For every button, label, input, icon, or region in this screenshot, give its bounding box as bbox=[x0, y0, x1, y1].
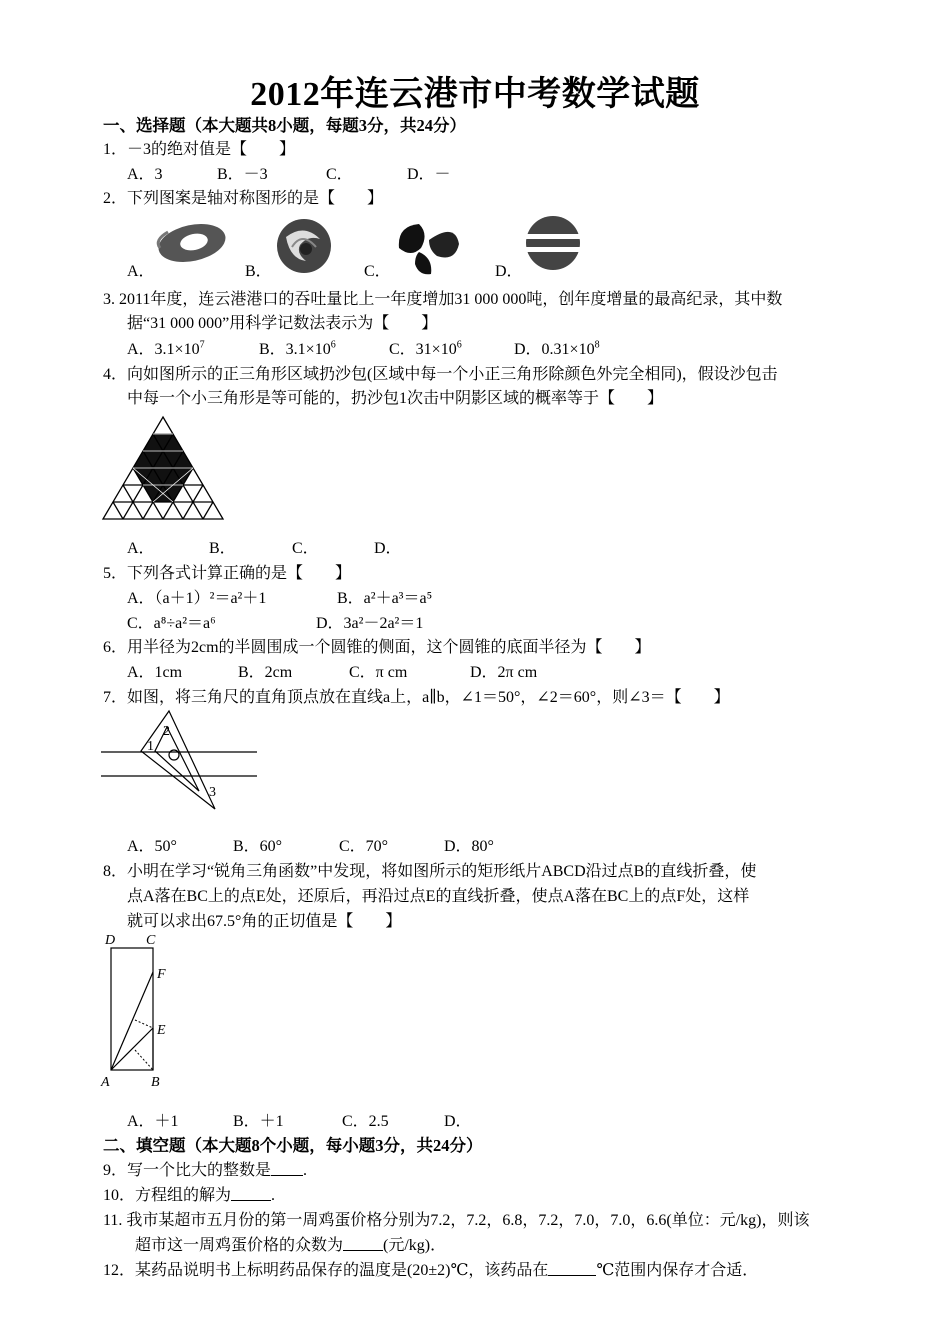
q6-stem: 6．用半径为2cm的半圆围成一个圆锥的侧面，这个圆锥的底面半径为【 】 bbox=[103, 639, 651, 656]
q5-option-b: B．a²＋a³＝a⁵ bbox=[337, 590, 433, 607]
q8-option-b: B．＋1 bbox=[233, 1113, 284, 1130]
q8-stem-line3: 就可以求出67.5°角的正切值是【 】 bbox=[127, 913, 402, 930]
q12-answer-blank bbox=[548, 1261, 596, 1276]
q4-option-b: B． bbox=[209, 540, 236, 557]
q8-stem-line2: 点A落在BC上的点E处，还原后，再沿过点E的直线折叠，使点A落在BC上的点F处，这样 bbox=[127, 888, 750, 905]
q6-option-b: B．2cm bbox=[238, 664, 293, 681]
q1-option-b: B．－3 bbox=[217, 166, 268, 183]
q12-text: 12．某药品说明书上标明药品保存的温度是(20±2)℃，该药品在 bbox=[103, 1262, 549, 1279]
q2-figure-a bbox=[150, 218, 230, 268]
q2-stem: 2．下列图案是轴对称图形的是【 】 bbox=[103, 190, 384, 207]
q2-figure-d bbox=[523, 214, 583, 272]
q3-option-a-exp: 7 bbox=[199, 339, 205, 351]
q8-option-c: C．2.5 bbox=[342, 1113, 389, 1130]
q7-option-c: C．70° bbox=[339, 838, 389, 855]
q4-triangle-figure bbox=[99, 412, 227, 522]
q3-option-d-exp: 8 bbox=[594, 339, 600, 351]
q8-label-a: A bbox=[101, 1075, 110, 1090]
q7-option-b: B．60° bbox=[233, 838, 283, 855]
q1-option-c: C． bbox=[326, 166, 353, 183]
q8-stem-line1: 8．小明在学习“锐角三角函数”中发现，将如图所示的矩形纸片ABCD沿过点B的直线折叠，使 bbox=[103, 863, 757, 880]
q4-stem-line2: 中每一个小三角形是等可能的，扔沙包1次击中阴影区域的概率等于【 】 bbox=[127, 390, 664, 407]
q3-option-d bbox=[514, 340, 600, 360]
q7-option-d: D．80° bbox=[444, 838, 494, 855]
q3-option-c-base: C．31×10 bbox=[389, 341, 457, 358]
q12-text-end: ℃范围内保存才合适． bbox=[596, 1262, 759, 1279]
q7-option-a: A．50° bbox=[127, 838, 177, 855]
q10-line bbox=[103, 1186, 275, 1206]
q1-option-d: D．－ bbox=[407, 166, 451, 183]
q3-option-a-base: A．3.1×10 bbox=[127, 341, 200, 358]
q9-period: . bbox=[303, 1162, 308, 1179]
q7-angle-3-label: 3 bbox=[209, 785, 216, 800]
q8-label-b: B bbox=[151, 1075, 160, 1090]
q3-stem-line2: 据“31 000 000”用科学记数法表示为【 】 bbox=[127, 315, 438, 332]
q2-option-a: A． bbox=[127, 263, 155, 280]
page-title: 2012年连云港市中考数学试题 bbox=[250, 76, 700, 113]
section1-heading: 一、选择题（本大题共8小题，每题3分，共24分） bbox=[103, 116, 466, 135]
q11-unit: (元/kg)． bbox=[383, 1237, 447, 1254]
q3-option-b-exp: 6 bbox=[330, 339, 336, 351]
q6-option-c: C．π cm bbox=[349, 664, 408, 681]
q4-stem-line1: 4．向如图所示的正三角形区域扔沙包(区域中每一个小正三角形除颜色外完全相同)，假设沙包击 bbox=[103, 366, 778, 383]
q11-text: 超市这一周鸡蛋价格的众数为 bbox=[135, 1237, 344, 1254]
q3-option-a bbox=[127, 340, 205, 360]
q9-line bbox=[103, 1161, 307, 1181]
q4-option-a: A． bbox=[127, 540, 155, 557]
q10-text: 10．方程组的解为 bbox=[103, 1187, 232, 1204]
q7-angle-1-label: 1 bbox=[147, 739, 154, 754]
q3-option-b-base: B．3.1×10 bbox=[259, 341, 331, 358]
q3-option-c bbox=[389, 340, 462, 360]
q3-option-b bbox=[259, 340, 336, 360]
q2-figure-b bbox=[272, 217, 336, 275]
q2-figure-c bbox=[393, 218, 463, 278]
q9-answer-blank bbox=[271, 1161, 303, 1176]
q2-option-b: B． bbox=[245, 263, 272, 280]
q1-stem: 1．－3的绝对值是【 】 bbox=[103, 141, 296, 158]
q7-figure bbox=[99, 705, 261, 817]
q5-option-c: C．a⁸÷a²＝a⁶ bbox=[127, 615, 216, 632]
q3-option-d-base: D．0.31×10 bbox=[514, 341, 595, 358]
q8-label-e: E bbox=[157, 1023, 166, 1038]
q6-option-a: A．1cm bbox=[127, 664, 183, 681]
q8-option-a: A．＋1 bbox=[127, 1113, 179, 1130]
q3-stem-line1: 3. 2011年度，连云港港口的吞吐量比上一年度增加31 000 000吨，创年度增量的最高纪录，其中数 bbox=[103, 291, 783, 308]
section2-heading: 二、填空题（本大题8个小题，每小题3分，共24分） bbox=[103, 1136, 483, 1155]
q3-option-c-exp: 6 bbox=[456, 339, 462, 351]
q1-option-a: A．3 bbox=[127, 166, 163, 183]
q2-option-d: D． bbox=[495, 263, 523, 280]
q2-option-c: C． bbox=[364, 263, 391, 280]
q9-text: 9．写一个比大的整数是 bbox=[103, 1162, 272, 1179]
q11-answer-blank bbox=[343, 1236, 383, 1251]
q8-label-c: C bbox=[146, 933, 156, 948]
q5-option-d: D．3a²－2a²＝1 bbox=[316, 615, 424, 632]
q8-option-d: D． bbox=[444, 1113, 472, 1130]
q8-label-d: D bbox=[105, 933, 116, 948]
q11-line2 bbox=[135, 1236, 446, 1256]
q7-stem: 7．如图，将三角尺的直角顶点放在直线a上，a∥b，∠1＝50°，∠2＝60°，则∠3＝【 】 bbox=[103, 689, 730, 706]
q7-angle-2-label: 2 bbox=[163, 724, 170, 739]
q4-option-c: C． bbox=[292, 540, 319, 557]
q5-stem: 5．下列各式计算正确的是【 】 bbox=[103, 565, 352, 582]
q4-option-d: D． bbox=[374, 540, 402, 557]
q12-line bbox=[103, 1261, 758, 1281]
q8-rectangle-figure bbox=[99, 928, 179, 1093]
q6-option-d: D．2π cm bbox=[470, 664, 538, 681]
q11-line1: 11. 我市某超市五月份的第一周鸡蛋价格分别为7.2，7.2，6.8，7.2，7.0，7.0，6.6(单位：元/kg)，则该 bbox=[103, 1212, 810, 1229]
q5-option-a: A．（a＋1）²＝a²＋1 bbox=[127, 590, 267, 607]
q10-answer-blank bbox=[231, 1186, 271, 1201]
q10-period: . bbox=[271, 1187, 276, 1204]
q8-label-f: F bbox=[157, 967, 166, 982]
